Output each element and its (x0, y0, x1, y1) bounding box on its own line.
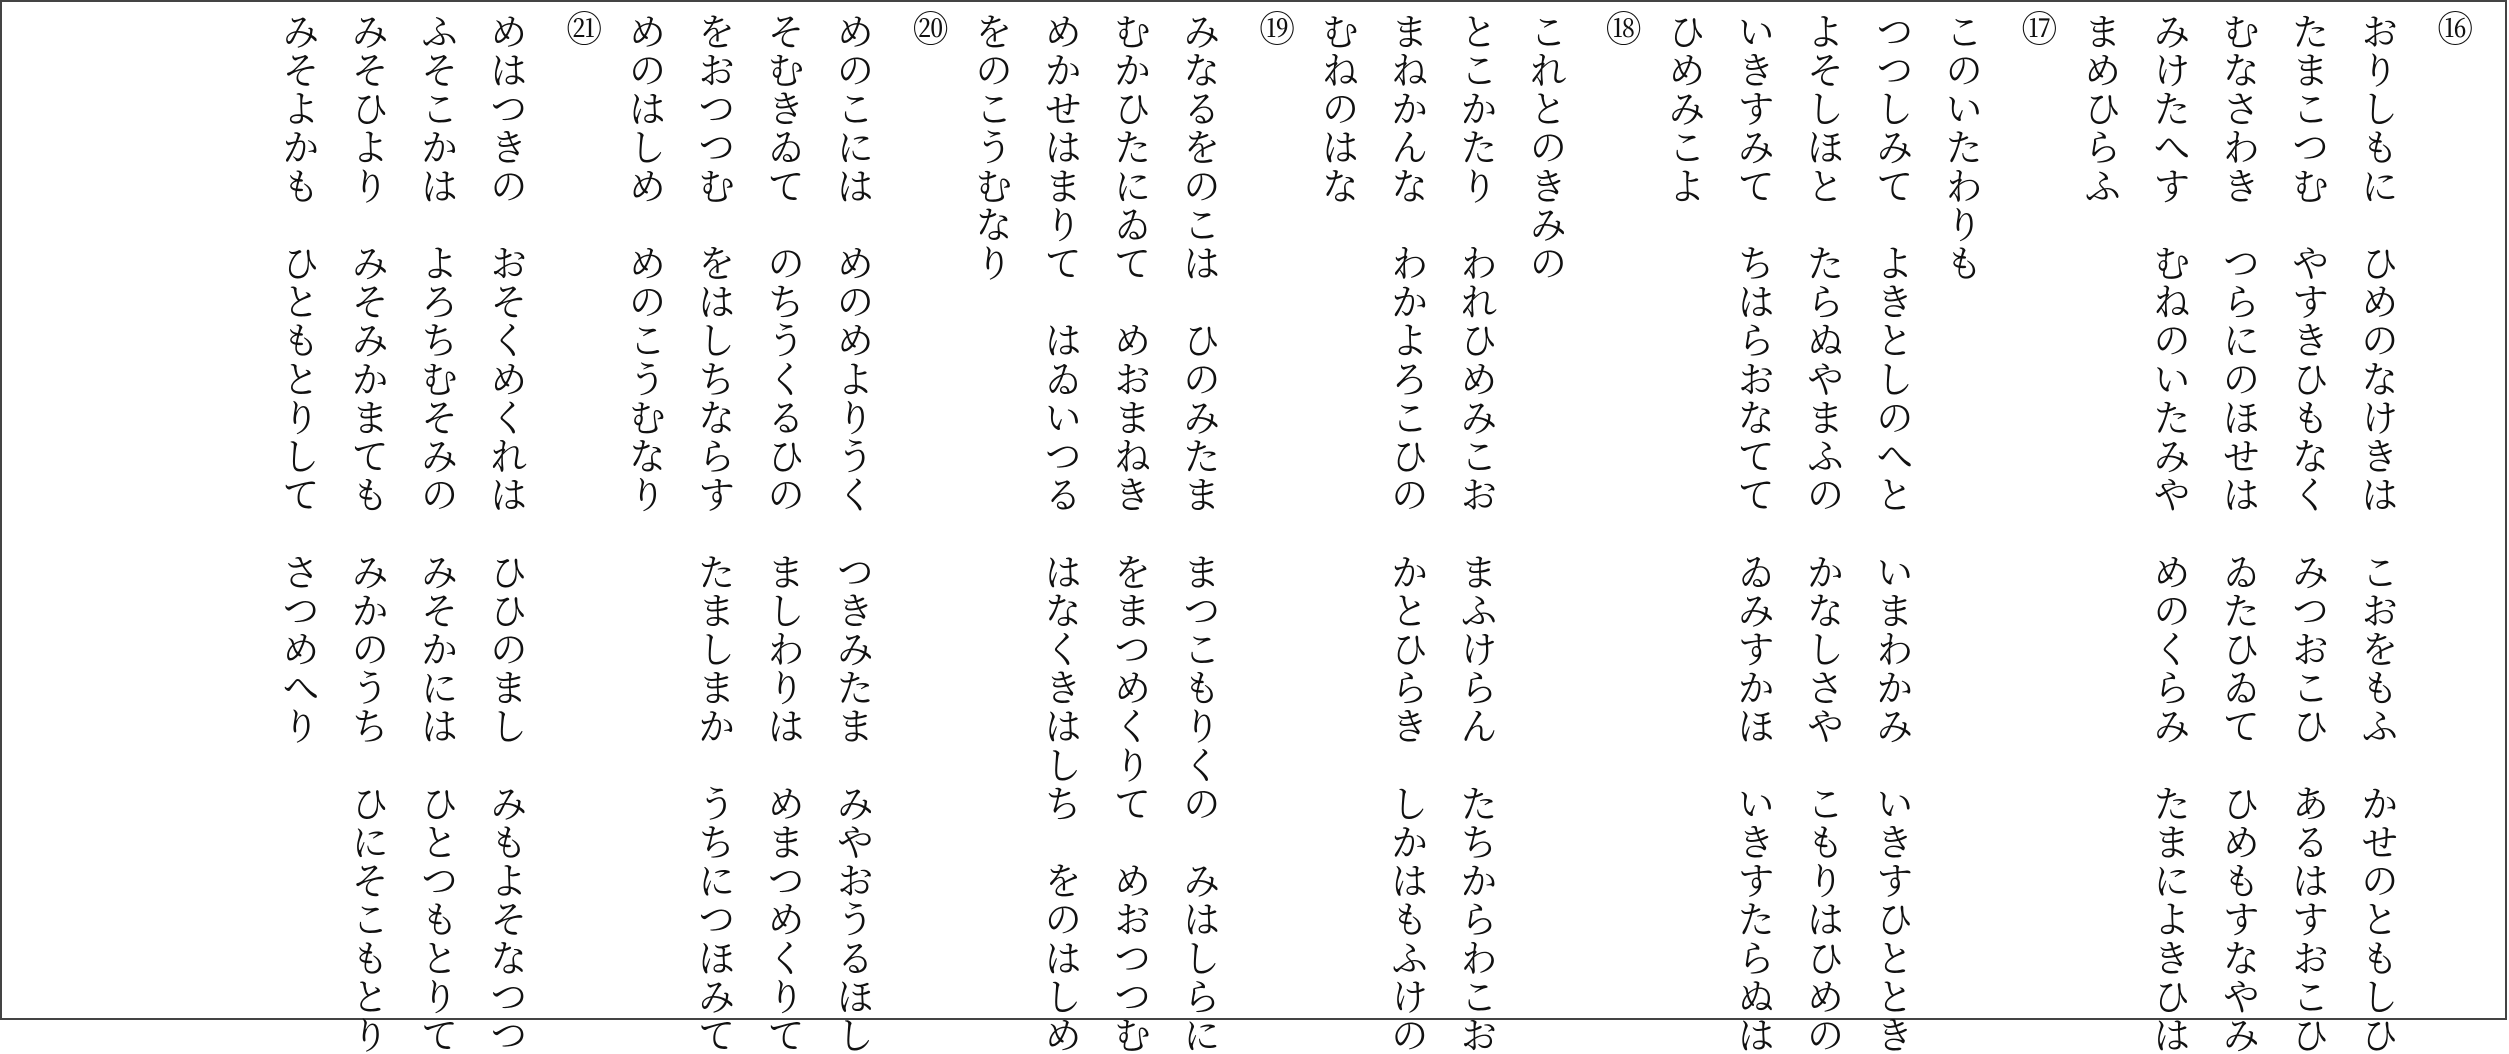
text-column: これとのきみの (1522, 12, 1567, 283)
text-column: とこかたり われひめみこお まふけらん たちからわこお (1453, 12, 1498, 1054)
text-column: いきすみて ちはらおなてて ゐみすかほ いきすたらぬは (1730, 12, 1775, 1054)
section-marker-17: ⑰ (2015, 10, 2057, 47)
text-column: たまこつむ やすきひもなく みつおこひ あるはすおこひ (2285, 12, 2330, 1054)
text-column: みそよかも ひともとりして さつめへり (275, 12, 320, 746)
text-column: みそひより みそみかまても みかのうち ひにそこもとり (344, 12, 389, 1054)
section-marker-18: ⑱ (1600, 10, 1642, 47)
text-column: をのこうむなり (968, 12, 1013, 283)
section-marker-20: ⑳ (907, 10, 949, 47)
section-marker-16: ⑯ (2431, 10, 2473, 47)
section-marker-19: ⑲ (1253, 10, 1295, 47)
text-column: ふそこかは よろちむそみの みそかには ひとつもとりて (414, 12, 459, 1054)
text-column: おりしもに ひめのなけきは こおをもふ かせのともしひ (2354, 12, 2399, 1054)
text-column: むなさわき つらにのほせは ゐたひゐて ひめもすなやみ (2215, 12, 2260, 1054)
section-marker-21: ㉑ (560, 10, 602, 47)
text-column: ひめみこよ (1661, 12, 1706, 205)
text-column: みけたへす むねのいたみや めのくらみ たまによきひは (2146, 12, 2191, 1054)
text-column: まめひらふ (2077, 12, 2122, 205)
text-column: めかせはまりて はゐいつる はなくきはしち をのはしめ (1037, 12, 1082, 1054)
text-column: このいたわりも (1938, 12, 1983, 283)
text-column: をおつつむ をはしちならす たましまか うちにつほみて (691, 12, 736, 1054)
text-column: よそしほと たらぬやまふの かなしさや こもりはひめの (1800, 12, 1845, 1054)
text-column: つつしみて よきとしのへと いまわかみ いきすひととき (1869, 12, 1914, 1054)
text-column: そむきゐて のちうくるひの ましわりは めまつめくりて (760, 12, 805, 1054)
text-column: むかひたにゐて めおまねき をまつめくりて めおつつむ (1107, 12, 1152, 1054)
text-column: めのはしめ めのこうむなり (621, 12, 666, 514)
text-column: めのこには めのめよりうく つきみたま みやおうるほし (829, 12, 874, 1054)
text-column: めはつきの おそくめくれは ひひのまし みもよそなつつ (483, 12, 528, 1054)
text-column: むねのはな (1314, 12, 1359, 205)
text-column: まねかんな わかよろこひの かとひらき しかはもふけの (1384, 12, 1429, 1054)
vertical-text-columns (262, 10, 2480, 1054)
text-column: みなるをのこは ひのみたま まつこもりくの みはしらに (1176, 12, 1221, 1054)
